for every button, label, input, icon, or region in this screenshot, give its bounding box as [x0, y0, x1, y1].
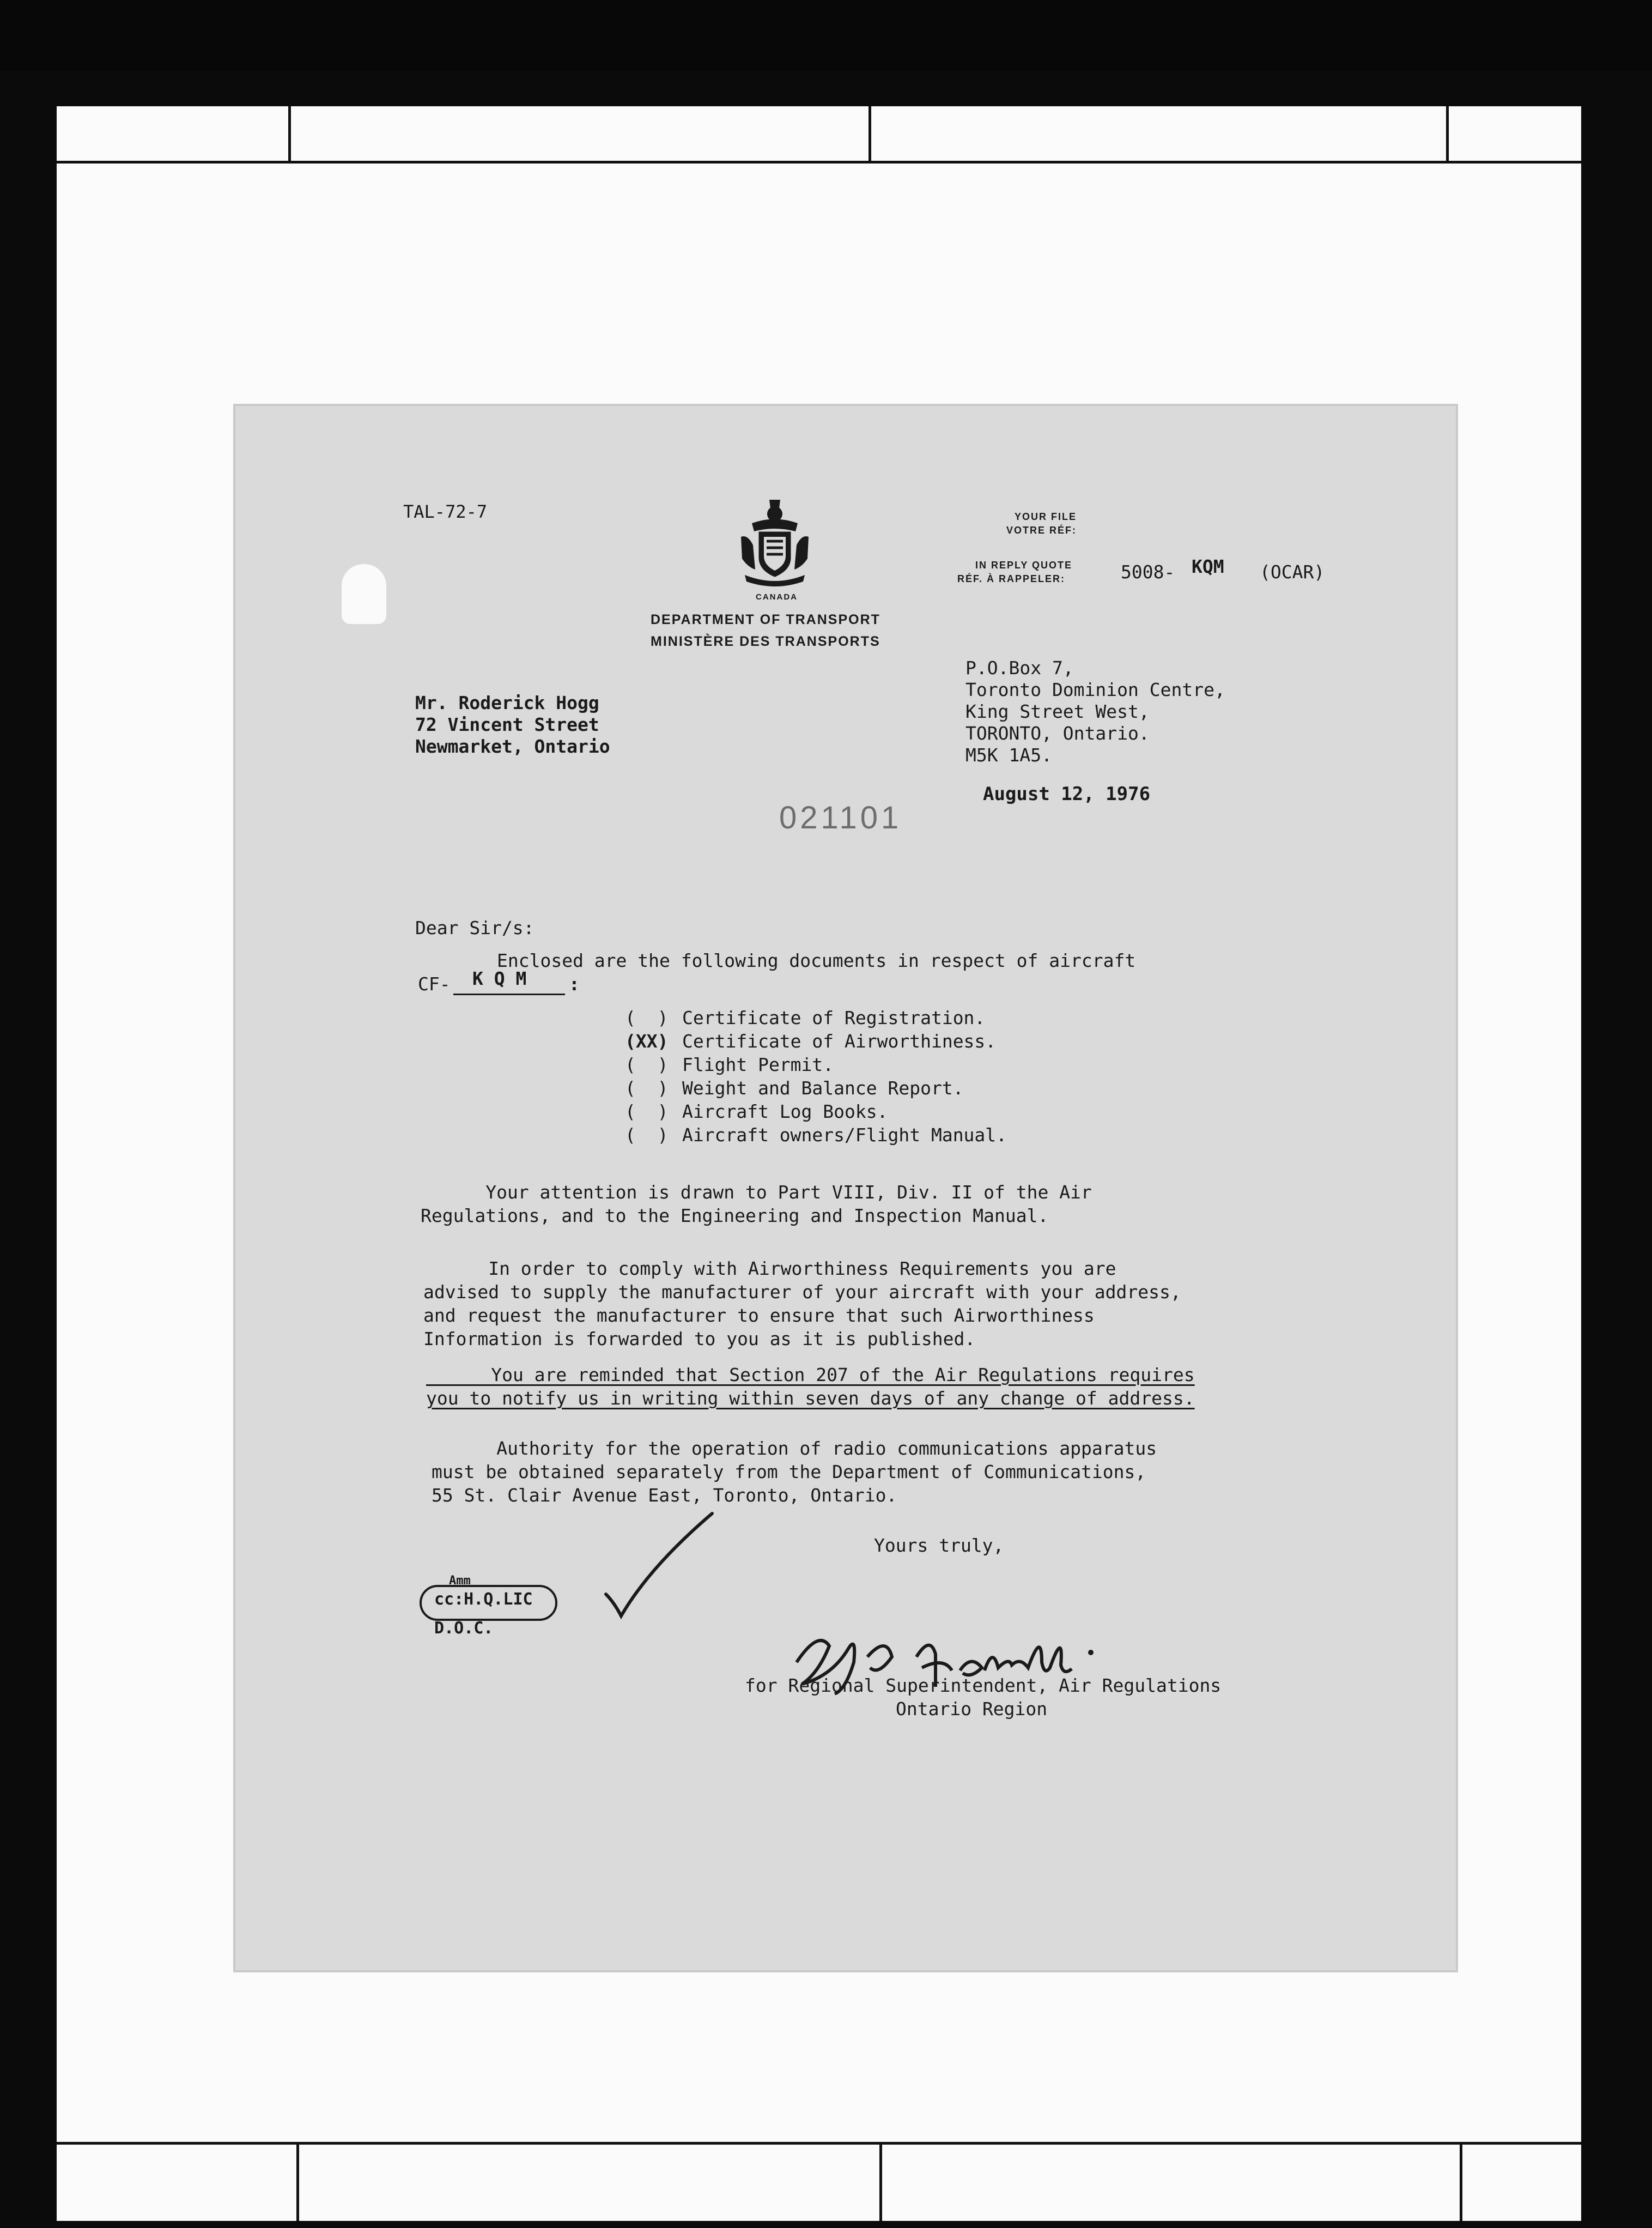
crest-label: CANADA: [756, 592, 798, 602]
aircraft-colon: :: [569, 973, 580, 995]
document-checkbox: ( ): [625, 1007, 669, 1028]
recipient-line: Mr. Roderick Hogg: [415, 692, 599, 713]
sender-address-line: M5K 1A5.: [965, 744, 1052, 766]
paragraph-line: Authority for the operation of radio communications apparatus: [432, 1438, 1157, 1459]
paragraph-line: advised to supply the manufacturer of your aircraft with your address,: [423, 1281, 1181, 1303]
paragraph-line: and request the manufacturer to ensure that such Airworthiness: [423, 1305, 1095, 1326]
aircraft-registration-underline: [453, 994, 565, 995]
paragraph-line: Regulations, and to the Engineering and Inspection Manual.: [421, 1205, 1049, 1226]
document-label: Aircraft owners/Flight Manual.: [682, 1124, 1007, 1146]
frame-top-line: [57, 161, 1581, 164]
paragraph-line: Your attention is drawn to Part VIII, Div. II of the Air: [421, 1182, 1092, 1203]
frame-bottom-divider: [1460, 2145, 1462, 2221]
sender-address-line: TORONTO, Ontario.: [965, 723, 1150, 744]
closing: Yours truly,: [874, 1535, 1004, 1556]
checkmark-icon: [600, 1507, 720, 1621]
frame-bottom-divider: [879, 2145, 882, 2221]
cc-initials: Amm: [449, 1574, 471, 1588]
document-checkbox: ( ): [625, 1124, 669, 1146]
stamp-number: 021101: [779, 800, 902, 836]
aircraft-registration: K Q M: [472, 968, 527, 989]
sender-address-line: King Street West,: [965, 701, 1150, 722]
canadian-coat-of-arms-icon: [737, 493, 813, 589]
department-name-french: MINISTÈRE DES TRANSPORTS: [651, 634, 880, 649]
frame-bottom-line: [57, 2142, 1581, 2145]
recipient-line: 72 Vincent Street: [415, 714, 599, 735]
document-label: Certificate of Airworthiness.: [682, 1031, 997, 1052]
document-checkbox: ( ): [625, 1101, 669, 1122]
document-checkbox: ( ): [625, 1054, 669, 1075]
sender-address-line: P.O.Box 7,: [965, 657, 1074, 679]
document-label: Aircraft Log Books.: [682, 1101, 888, 1122]
paragraph-line: Information is forwarded to you as it is published.: [423, 1328, 976, 1349]
document-label: Weight and Balance Report.: [682, 1077, 964, 1099]
signature-title: for Regional Superintendent, Air Regulations: [745, 1675, 1222, 1696]
paragraph-line: In order to comply with Airworthiness Requirements you are: [423, 1258, 1116, 1279]
paragraph-line: you to notify us in writing within seven days of any change of address.: [426, 1388, 1195, 1409]
paragraph-line: 55 St. Clair Avenue East, Toronto, Ontario.: [432, 1485, 897, 1506]
in-reply-label-french: RÉF. À RAPPELER:: [957, 573, 1066, 584]
paragraph-line: must be obtained separately from the Department of Communications,: [432, 1461, 1146, 1482]
reference-office: (OCAR): [1260, 561, 1325, 583]
paragraph-line: You are reminded that Section 207 of the Air Regulations requires: [426, 1364, 1195, 1385]
film-border-top: [0, 0, 1652, 71]
cc-line: D.O.C.: [434, 1619, 494, 1638]
reference-number: 5008-: [1121, 561, 1175, 583]
file-code: TAL-72-7: [403, 501, 488, 522]
cc-line: cc:H.Q.LIC: [434, 1590, 533, 1609]
in-reply-label-english: IN REPLY QUOTE: [975, 560, 1073, 571]
your-file-label-english: YOUR FILE: [1015, 511, 1077, 522]
frame-top-divider: [868, 106, 871, 161]
document-label: Flight Permit.: [682, 1054, 834, 1075]
intro-line: Enclosed are the following documents in respect of aircraft: [497, 950, 1136, 971]
document-checkbox: ( ): [625, 1077, 669, 1099]
signature-region: Ontario Region: [896, 1698, 1048, 1720]
frame-top-divider: [1446, 106, 1449, 161]
reference-handwritten-code: KQM: [1192, 556, 1224, 577]
recipient-line: Newmarket, Ontario: [415, 736, 610, 757]
aircraft-prefix: CF-: [418, 973, 451, 995]
frame-bottom-divider: [296, 2145, 299, 2221]
salutation: Dear Sir/s:: [415, 917, 535, 939]
letter-date: August 12, 1976: [983, 783, 1151, 805]
frame-top-divider: [288, 106, 291, 161]
sender-address-line: Toronto Dominion Centre,: [965, 679, 1225, 700]
your-file-label-french: VOTRE RÉF:: [1006, 525, 1077, 536]
letter-sheet: [235, 406, 1456, 1970]
punch-mark: [342, 564, 386, 624]
department-name-english: DEPARTMENT OF TRANSPORT: [651, 612, 880, 627]
document-checkbox: (XX): [625, 1031, 669, 1052]
document-label: Certificate of Registration.: [682, 1007, 986, 1028]
